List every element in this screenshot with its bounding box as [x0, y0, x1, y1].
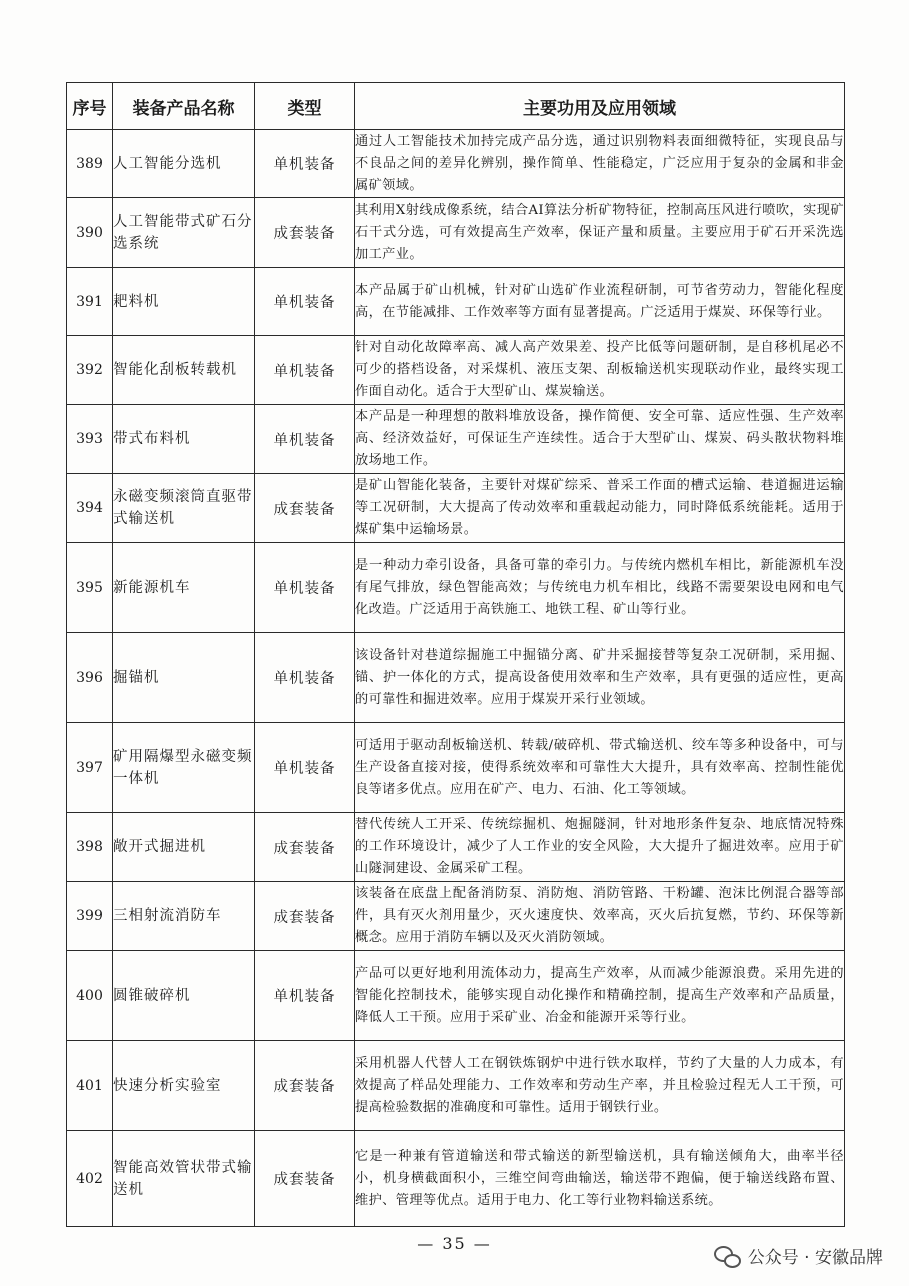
row-name: 三相射流消防车	[113, 882, 255, 951]
header-no: 序号	[67, 83, 113, 130]
row-desc: 替代传统人工开采、传统综掘机、炮掘隧洞，针对地形条件复杂、地底情况特殊的工作环境设计，减少了人工作业的安全风险，大大提升了掘进效率。应用于矿山隧洞建设、金属采矿工程。	[355, 813, 845, 882]
table-row	[67, 882, 845, 951]
row-desc: 本产品是一种理想的散料堆放设备，操作简便、安全可靠、适应性强、生产效率高、经济效益好，可保证生产连续性。适合于大型矿山、煤炭、码头散状物料堆放场地工作。	[355, 405, 845, 474]
row-desc: 采用机器人代替人工在钢铁炼钢炉中进行铁水取样，节约了大量的人力成本，有效提高了样品处理能力、工作效率和劳动生产率，并且检验过程无人工干预，可提高检验数据的准确度和可靠性。适用于钢铁行业。	[355, 1041, 845, 1131]
row-no: 397	[67, 723, 113, 813]
table-row	[67, 268, 845, 336]
row-name: 耙料机	[113, 268, 255, 336]
row-type: 单机装备	[255, 951, 355, 1041]
row-name: 新能源机车	[113, 543, 255, 633]
header-name: 装备产品名称	[113, 83, 255, 130]
row-no: 390	[67, 198, 113, 268]
row-type: 成套装备	[255, 1131, 355, 1227]
row-type: 单机装备	[255, 633, 355, 723]
row-no: 400	[67, 951, 113, 1041]
row-name: 掘锚机	[113, 633, 255, 723]
row-no: 401	[67, 1041, 113, 1131]
row-name: 敞开式掘进机	[113, 813, 255, 882]
row-name: 永磁变频滚筒直驱带式输送机	[113, 474, 255, 543]
row-no: 392	[67, 336, 113, 405]
row-desc: 其利用X射线成像系统，结合AI算法分析矿物特征，控制高压风进行喷吹，实现矿石干式分选，可有效提高生产效率，保证产量和质量。主要应用于矿石开采洗选加工产业。	[355, 198, 845, 268]
row-desc: 该装备在底盘上配备消防泵、消防炮、消防管路、干粉罐、泡沫比例混合器等部件，具有灭火剂用量少，灭火速度快、效率高，灭火后抗复燃，节约、环保等新概念。应用于消防车辆以及灭火消防领域。	[355, 882, 845, 951]
row-type: 单机装备	[255, 405, 355, 474]
table-row	[67, 1131, 845, 1227]
row-desc: 是矿山智能化装备，主要针对煤矿综采、普采工作面的槽式运输、巷道掘进运输等工况研制，大大提高了传动效率和重载起动能力，同时降低系统能耗。适用于煤矿集中运输场景。	[355, 474, 845, 543]
table-row	[67, 130, 845, 198]
wechat-icon	[714, 1245, 740, 1267]
row-name: 矿用隔爆型永磁变频一体机	[113, 723, 255, 813]
header-type: 类型	[255, 83, 355, 130]
row-type: 成套装备	[255, 813, 355, 882]
row-name: 带式布料机	[113, 405, 255, 474]
row-no: 396	[67, 633, 113, 723]
row-desc: 产品可以更好地利用流体动力，提高生产效率，从而减少能源浪费。采用先进的智能化控制技术，能够实现自动化操作和精确控制，提高生产效率和产品质量，降低人工干预。应用于采矿业、冶金和能源开采等行业。	[355, 951, 845, 1041]
row-no: 389	[67, 130, 113, 198]
table-row	[67, 543, 845, 633]
watermark	[714, 1243, 883, 1268]
table-header-row	[67, 83, 845, 130]
table-row	[67, 1041, 845, 1131]
header-desc: 主要功用及应用领域	[355, 83, 845, 130]
table-row	[67, 474, 845, 543]
row-desc: 本产品属于矿山机械，针对矿山选矿作业流程研制，可节省劳动力，智能化程度高，在节能减排、工作效率等方面有显著提高。广泛适用于煤炭、环保等行业。	[355, 268, 845, 336]
row-desc: 它是一种兼有管道输送和带式输送的新型输送机，具有输送倾角大，曲率半径小，机身横截面积小，三维空间弯曲输送，输送带不跑偏，便于输送线路布置、维护、管理等优点。适用于电力、化工等行业物料输送系统。	[355, 1131, 845, 1227]
table-row	[67, 336, 845, 405]
row-type: 成套装备	[255, 474, 355, 543]
row-name: 人工智能带式矿石分选系统	[113, 198, 255, 268]
row-desc: 通过人工智能技术加持完成产品分选，通过识别物料表面细微特征，实现良品与不良品之间的差异化辨别，操作简单、性能稳定，广泛应用于复杂的金属和非金属矿领域。	[355, 130, 845, 198]
page-number: — 35 —	[417, 1234, 492, 1253]
row-type: 单机装备	[255, 543, 355, 633]
row-name: 人工智能分选机	[113, 130, 255, 198]
row-type: 单机装备	[255, 130, 355, 198]
row-no: 398	[67, 813, 113, 882]
row-desc: 该设备针对巷道综掘施工中掘锚分离、矿井采掘接替等复杂工况研制，采用掘、锚、护一体化的方式，提高设备使用效率和生产效率，具有更强的适应性，更高的可靠性和掘进效率。应用于煤炭开采行业领域。	[355, 633, 845, 723]
table-row	[67, 405, 845, 474]
row-type: 成套装备	[255, 882, 355, 951]
row-name: 圆锥破碎机	[113, 951, 255, 1041]
table-row	[67, 813, 845, 882]
row-no: 395	[67, 543, 113, 633]
row-no: 393	[67, 405, 113, 474]
row-name: 智能化刮板转载机	[113, 336, 255, 405]
row-no: 402	[67, 1131, 113, 1227]
row-desc: 可适用于驱动刮板输送机、转载/破碎机、带式输送机、绞车等多种设备中，可与生产设备直接对接，使得系统效率和可靠性大大提升，具有效率高、控制性能优良等诸多优点。应用在矿产、电力、石油、化工等领域。	[355, 723, 845, 813]
row-desc: 针对自动化故障率高、减人高产效果差、投产比低等问题研制，是自移机尾必不可少的搭档设备，对采煤机、液压支架、刮板输送机实现联动作业，最终实现工作面自动化。适合于大型矿山、煤炭输送。	[355, 336, 845, 405]
row-name: 快速分析实验室	[113, 1041, 255, 1131]
row-type: 单机装备	[255, 268, 355, 336]
row-no: 399	[67, 882, 113, 951]
table-row	[67, 723, 845, 813]
row-no: 391	[67, 268, 113, 336]
table-row	[67, 633, 845, 723]
row-no: 394	[67, 474, 113, 543]
watermark-text: 公众号 · 安徽品牌	[747, 1248, 883, 1268]
row-type: 成套装备	[255, 1041, 355, 1131]
row-name: 智能高效管状带式输送机	[113, 1131, 255, 1227]
equipment-table	[66, 82, 845, 1227]
row-type: 单机装备	[255, 723, 355, 813]
row-type: 单机装备	[255, 336, 355, 405]
row-desc: 是一种动力牵引设备，具备可靠的牵引力。与传统内燃机车相比，新能源机车没有尾气排放，绿色智能高效；与传统电力机车相比，线路不需要架设电网和电气化改造。广泛适用于高铁施工、地铁工程、矿山等行业。	[355, 543, 845, 633]
table-row	[67, 951, 845, 1041]
row-type: 成套装备	[255, 198, 355, 268]
table-row	[67, 198, 845, 268]
